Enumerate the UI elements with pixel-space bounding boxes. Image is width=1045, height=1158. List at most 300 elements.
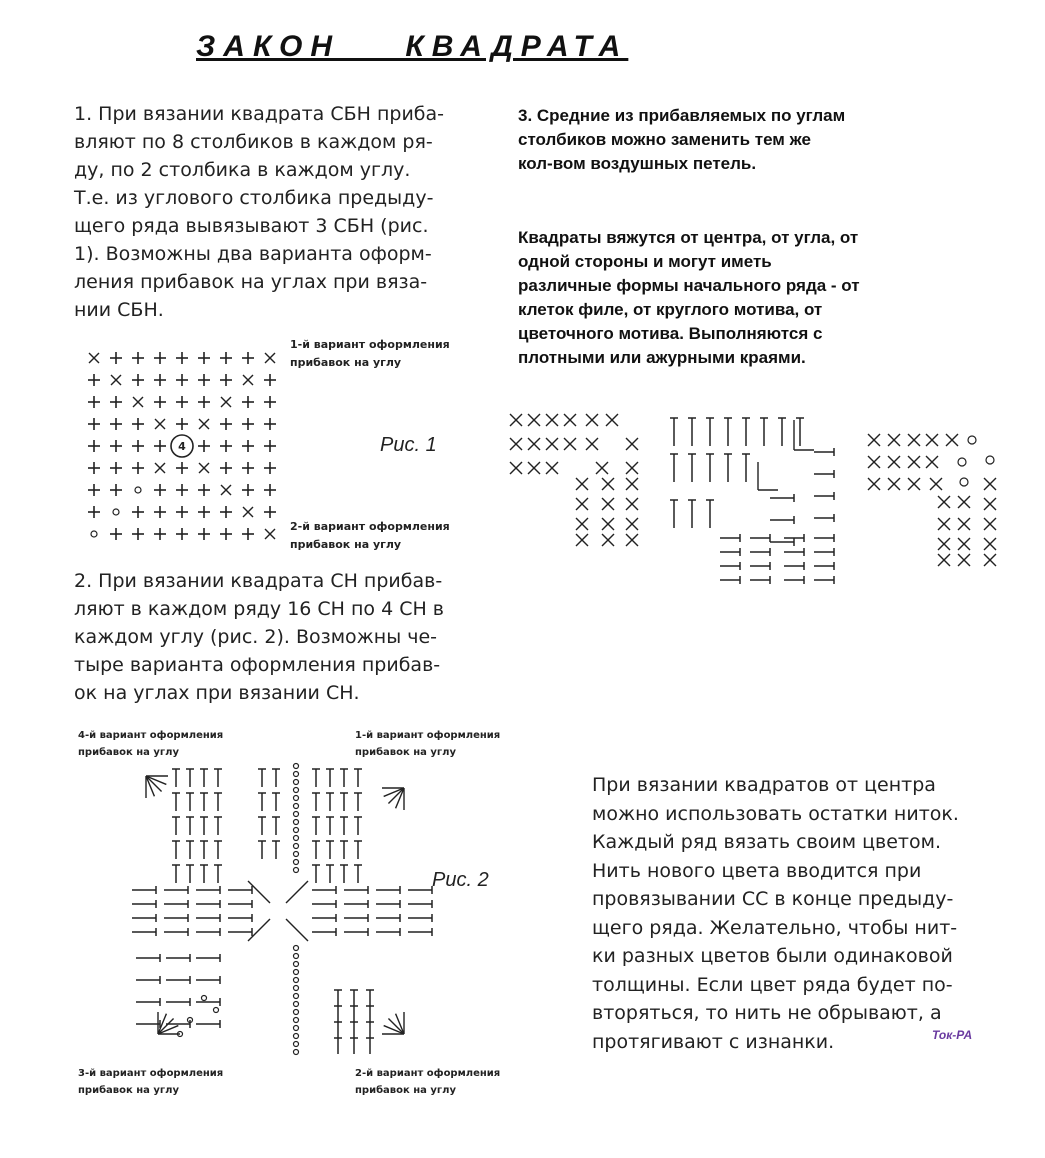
double-crochet-symbol: [326, 793, 334, 811]
double-crochet-symbol: [750, 562, 770, 570]
double-crochet-symbol: [720, 548, 740, 556]
double-crochet-symbol: [344, 886, 368, 894]
center-number: 4: [178, 440, 186, 453]
single-crochet-symbol: [198, 352, 210, 364]
double-crochet-symbol: [136, 998, 160, 1006]
increase-crochet-symbol: [938, 538, 950, 550]
double-crochet-symbol: [272, 769, 280, 787]
chain-stitch-symbol: [294, 860, 299, 865]
figure-1-caption-bottom: 2-й вариант оформления прибавок на углу: [290, 520, 450, 551]
double-crochet-symbol: [172, 769, 180, 787]
single-crochet-symbol: [154, 396, 166, 408]
chain-stitch-symbol: [294, 1026, 299, 1031]
double-crochet-symbol: [312, 886, 336, 894]
increase-crochet-symbol: [243, 507, 253, 517]
increase-crochet-symbol: [908, 478, 920, 490]
increase-crochet-symbol: [958, 554, 970, 566]
increase-crochet-symbol: [888, 478, 900, 490]
chain-stitch-symbol: [294, 1042, 299, 1047]
increase-crochet-symbol: [576, 534, 588, 546]
single-crochet-symbol: [132, 418, 144, 430]
double-crochet-symbol: [214, 793, 222, 811]
single-crochet-symbol: [110, 352, 122, 364]
chain-stitch-symbol: [294, 994, 299, 999]
increase-crochet-symbol: [586, 438, 598, 450]
double-crochet-symbol: [200, 769, 208, 787]
chain-stitch-symbol: [294, 836, 299, 841]
figure-2-label: Рис. 2: [432, 869, 489, 891]
increase-crochet-symbol: [510, 462, 522, 474]
single-crochet-symbol: [242, 462, 254, 474]
single-crochet-symbol: [110, 440, 122, 452]
increase-crochet-symbol: [626, 478, 638, 490]
double-crochet-symbol: [326, 865, 334, 883]
double-crochet-symbol: [214, 865, 222, 883]
double-crochet-symbol: [334, 1038, 342, 1054]
text-line: 1. При вязании квадрата СБН приба-: [74, 103, 445, 125]
increase-crochet-symbol: [564, 414, 576, 426]
double-crochet-symbol: [742, 418, 750, 446]
chain-stitch-symbol: [214, 1008, 219, 1013]
double-crochet-symbol: [164, 928, 188, 936]
double-crochet-symbol: [200, 817, 208, 835]
figure-1-label: Рис. 1: [380, 434, 437, 456]
increase-crochet-symbol: [908, 456, 920, 468]
increase-crochet-symbol: [528, 438, 540, 450]
chain-stitch-symbol: [113, 509, 119, 515]
single-crochet-symbol: [176, 396, 188, 408]
double-crochet-symbol: [796, 418, 804, 446]
double-crochet-symbol: [186, 841, 194, 859]
double-crochet-symbol: [408, 914, 432, 922]
figure-2-caption-bottom-left: 3-й вариант оформления прибавок на углу: [78, 1068, 224, 1096]
double-crochet-symbol: [706, 500, 714, 528]
corner-fan-stitch: [388, 788, 404, 804]
chain-stitch-symbol: [294, 1010, 299, 1015]
single-crochet-symbol: [88, 440, 100, 452]
double-crochet-symbol: [200, 793, 208, 811]
double-crochet-symbol: [228, 886, 252, 894]
single-crochet-symbol: [132, 462, 144, 474]
double-crochet-symbol: [228, 928, 252, 936]
increase-crochet-symbol: [111, 375, 121, 385]
double-crochet-symbol: [258, 793, 266, 811]
single-crochet-symbol: [220, 462, 232, 474]
double-crochet-symbol: [354, 769, 362, 787]
double-crochet-symbol: [196, 998, 220, 1006]
increase-crochet-symbol: [546, 438, 558, 450]
increase-crochet-symbol: [946, 434, 958, 446]
increase-crochet-symbol: [586, 414, 598, 426]
single-crochet-symbol: [88, 484, 100, 496]
increase-crochet-symbol: [510, 438, 522, 450]
corner-diagonal: [286, 919, 308, 941]
double-crochet-symbol: [340, 793, 348, 811]
double-crochet-symbol: [258, 841, 266, 859]
double-crochet-symbol: [136, 954, 160, 962]
double-crochet-symbol: [164, 900, 188, 908]
text-line: протягивают с изнанки.: [592, 1030, 835, 1053]
corner-diagonal: [286, 881, 308, 903]
text-line: 1). Возможны два варианта оформ-: [74, 243, 432, 265]
double-crochet-symbol: [334, 1006, 342, 1022]
increase-crochet-symbol: [958, 496, 970, 508]
single-crochet-symbol: [176, 528, 188, 540]
increase-crochet-symbol: [926, 434, 938, 446]
double-crochet-symbol: [172, 817, 180, 835]
single-crochet-symbol: [220, 352, 232, 364]
author-signature: Ток-РА: [932, 1028, 973, 1042]
chain-stitch-symbol: [294, 978, 299, 983]
double-crochet-symbol: [344, 900, 368, 908]
text-line: Нить нового цвета вводится при: [592, 859, 922, 882]
double-crochet-symbol: [196, 1020, 220, 1028]
single-crochet-symbol: [176, 418, 188, 430]
page-title: ЗАКОН КВАДРАТА: [196, 30, 629, 63]
double-crochet-symbol: [344, 928, 368, 936]
double-crochet-symbol: [720, 576, 740, 584]
chain-stitch-symbol: [294, 1050, 299, 1055]
double-crochet-symbol: [258, 769, 266, 787]
figure-2-caption-top-left: 4-й вариант оформления прибавок на углу: [78, 730, 224, 758]
increase-crochet-symbol: [606, 414, 618, 426]
double-crochet-symbol: [408, 886, 432, 894]
increase-crochet-symbol: [626, 438, 638, 450]
double-crochet-symbol: [186, 817, 194, 835]
chain-stitch-symbol: [986, 456, 994, 464]
double-crochet-symbol: [172, 865, 180, 883]
single-crochet-symbol: [176, 484, 188, 496]
chain-stitch-symbol: [294, 970, 299, 975]
double-crochet-symbol: [350, 1038, 358, 1054]
double-crochet-symbol: [312, 900, 336, 908]
double-crochet-symbol: [186, 793, 194, 811]
double-crochet-symbol: [376, 900, 400, 908]
text-line: При вязании квадратов от центра: [592, 774, 936, 796]
corner-fan-stitch: [388, 1018, 404, 1034]
double-crochet-symbol: [200, 865, 208, 883]
double-crochet-symbol: [350, 1006, 358, 1022]
increase-crochet-symbol: [984, 518, 996, 530]
double-crochet-symbol: [196, 976, 220, 984]
increase-crochet-symbol: [546, 462, 558, 474]
increase-crochet-symbol: [576, 478, 588, 490]
double-crochet-symbol: [814, 492, 834, 500]
single-crochet-symbol: [110, 484, 122, 496]
single-crochet-symbol: [132, 528, 144, 540]
double-crochet-symbol: [196, 886, 220, 894]
chain-stitch-symbol: [294, 852, 299, 857]
double-crochet-symbol: [366, 990, 374, 1006]
text-line: вляют по 8 столбиков в каждом ря-: [74, 131, 433, 153]
chain-stitch-symbol: [294, 828, 299, 833]
single-crochet-symbol: [88, 506, 100, 518]
text-line: кол-вом воздушных петель.: [518, 154, 757, 173]
section-5-text: [592, 771, 982, 1056]
chain-stitch-symbol: [294, 812, 299, 817]
double-crochet-symbol: [196, 914, 220, 922]
double-crochet-symbol: [334, 1022, 342, 1038]
increase-crochet-symbol: [265, 529, 275, 539]
double-crochet-symbol: [376, 886, 400, 894]
double-crochet-symbol: [376, 928, 400, 936]
single-crochet-symbol: [176, 462, 188, 474]
increase-crochet-symbol: [626, 462, 638, 474]
double-crochet-symbol: [312, 817, 320, 835]
increase-crochet-symbol: [984, 554, 996, 566]
increase-crochet-symbol: [984, 538, 996, 550]
double-crochet-symbol: [366, 1006, 374, 1022]
single-crochet-symbol: [110, 418, 122, 430]
single-crochet-symbol: [88, 418, 100, 430]
double-crochet-symbol: [164, 886, 188, 894]
increase-crochet-symbol: [938, 496, 950, 508]
text-line: вторяться, то нить не обрывают, а: [592, 1002, 942, 1024]
single-crochet-symbol: [242, 352, 254, 364]
increase-crochet-symbol: [602, 498, 614, 510]
double-crochet-symbol: [326, 769, 334, 787]
text-line: 3. Средние из прибавляемых по углам: [518, 106, 846, 125]
single-crochet-symbol: [264, 484, 276, 496]
text-line: плотными или ажурными краями.: [518, 348, 806, 367]
figure-2-diagram: [128, 758, 428, 1064]
text-line: каждом углу (рис. 2). Возможны че-: [74, 626, 438, 648]
corner-variant-diagram-2: [664, 410, 844, 585]
single-crochet-symbol: [154, 506, 166, 518]
figure-2-caption-bottom-right: 2-й вариант оформления прибавок на углу: [355, 1068, 501, 1096]
figure-1-diagram: [80, 344, 290, 554]
increase-crochet-symbol: [243, 375, 253, 385]
double-crochet-symbol: [136, 976, 160, 984]
increase-crochet-symbol: [626, 534, 638, 546]
double-crochet-symbol: [670, 418, 678, 446]
double-crochet-symbol: [312, 793, 320, 811]
double-crochet-symbol: [228, 914, 252, 922]
text-line: щего ряда вывязывают 3 СБН (рис.: [74, 215, 429, 237]
text-line: цветочного мотива. Выполняются с: [518, 324, 823, 343]
increase-crochet-symbol: [888, 456, 900, 468]
increase-crochet-symbol: [602, 518, 614, 530]
single-crochet-symbol: [264, 374, 276, 386]
double-crochet-symbol: [334, 990, 342, 1006]
increase-crochet-symbol: [528, 414, 540, 426]
increase-crochet-symbol: [89, 353, 99, 363]
single-crochet-symbol: [132, 352, 144, 364]
double-crochet-symbol: [312, 914, 336, 922]
increase-crochet-symbol: [868, 478, 880, 490]
single-crochet-symbol: [242, 440, 254, 452]
single-crochet-symbol: [198, 506, 210, 518]
double-crochet-symbol: [166, 998, 190, 1006]
double-crochet-symbol: [196, 954, 220, 962]
single-crochet-symbol: [176, 374, 188, 386]
single-crochet-symbol: [242, 484, 254, 496]
corner-variant-diagram-1: [508, 410, 653, 550]
single-crochet-symbol: [242, 396, 254, 408]
double-crochet-symbol: [688, 418, 696, 446]
single-crochet-symbol: [198, 374, 210, 386]
double-crochet-symbol: [196, 928, 220, 936]
double-crochet-symbol: [312, 841, 320, 859]
text-line: толщины. Если цвет ряда будет по-: [592, 973, 953, 996]
double-crochet-symbol: [166, 954, 190, 962]
double-crochet-symbol: [132, 886, 156, 894]
single-crochet-symbol: [154, 352, 166, 364]
double-crochet-symbol: [136, 1020, 160, 1028]
double-crochet-symbol: [132, 928, 156, 936]
single-crochet-symbol: [220, 418, 232, 430]
double-crochet-symbol: [326, 841, 334, 859]
double-crochet-symbol: [814, 576, 834, 584]
double-crochet-symbol: [340, 865, 348, 883]
single-crochet-symbol: [220, 506, 232, 518]
double-crochet-symbol: [172, 793, 180, 811]
single-crochet-symbol: [220, 528, 232, 540]
double-crochet-symbol: [814, 534, 834, 542]
double-crochet-symbol: [312, 928, 336, 936]
double-crochet-symbol: [366, 1038, 374, 1054]
single-crochet-symbol: [110, 528, 122, 540]
double-crochet-symbol: [670, 500, 678, 528]
increase-crochet-symbol: [926, 456, 938, 468]
chain-stitch-symbol: [294, 1034, 299, 1039]
figure-1-caption-top: 1-й вариант оформления прибавок на углу: [290, 338, 450, 369]
double-crochet-symbol: [784, 576, 804, 584]
increase-crochet-symbol: [199, 419, 209, 429]
text-line: можно использовать остатки ниток.: [592, 802, 959, 825]
double-crochet-symbol: [688, 500, 696, 528]
increase-crochet-symbol: [984, 478, 996, 490]
double-crochet-symbol: [706, 418, 714, 446]
double-crochet-symbol: [132, 900, 156, 908]
chain-stitch-symbol: [294, 844, 299, 849]
single-crochet-symbol: [242, 528, 254, 540]
single-crochet-symbol: [242, 418, 254, 430]
single-crochet-symbol: [264, 506, 276, 518]
increase-crochet-symbol: [958, 538, 970, 550]
increase-crochet-symbol: [155, 419, 165, 429]
double-crochet-symbol: [814, 562, 834, 570]
single-crochet-symbol: [154, 528, 166, 540]
double-crochet-symbol: [172, 841, 180, 859]
double-crochet-symbol: [724, 418, 732, 446]
double-crochet-symbol: [200, 841, 208, 859]
single-crochet-symbol: [110, 396, 122, 408]
single-crochet-symbol: [88, 462, 100, 474]
single-crochet-symbol: [220, 374, 232, 386]
increase-crochet-symbol: [596, 462, 608, 474]
double-crochet-symbol: [344, 914, 368, 922]
double-crochet-symbol: [132, 914, 156, 922]
increase-crochet-symbol: [265, 353, 275, 363]
single-crochet-symbol: [154, 440, 166, 452]
single-crochet-symbol: [264, 462, 276, 474]
single-crochet-symbol: [154, 484, 166, 496]
double-crochet-symbol: [186, 769, 194, 787]
text-line: ки разных цветов были одинаковой: [592, 945, 953, 967]
single-crochet-symbol: [264, 440, 276, 452]
text-line: Каждый ряд вязать своим цветом.: [592, 831, 941, 853]
double-crochet-symbol: [214, 817, 222, 835]
increase-crochet-symbol: [868, 434, 880, 446]
double-crochet-symbol: [750, 576, 770, 584]
single-crochet-symbol: [176, 352, 188, 364]
chain-stitch-symbol: [294, 796, 299, 801]
increase-crochet-symbol: [888, 434, 900, 446]
chain-stitch-symbol: [294, 780, 299, 785]
single-crochet-symbol: [198, 528, 210, 540]
text-line: клеток филе, от круглого мотива, от: [518, 300, 823, 319]
double-crochet-symbol: [350, 1022, 358, 1038]
double-crochet-symbol: [354, 793, 362, 811]
single-crochet-symbol: [264, 396, 276, 408]
section-2-text: [74, 567, 454, 707]
double-crochet-symbol: [720, 534, 740, 542]
text-line: ду, по 2 столбика в каждом углу.: [74, 159, 411, 181]
single-crochet-symbol: [132, 374, 144, 386]
single-crochet-symbol: [198, 484, 210, 496]
double-crochet-symbol: [408, 900, 432, 908]
increase-crochet-symbol: [984, 498, 996, 510]
double-crochet-symbol: [742, 454, 750, 482]
increase-crochet-symbol: [576, 518, 588, 530]
text-line: одной стороны и могут иметь: [518, 252, 772, 271]
increase-crochet-symbol: [626, 518, 638, 530]
increase-crochet-symbol: [564, 438, 576, 450]
increase-crochet-symbol: [626, 498, 638, 510]
double-crochet-symbol: [340, 769, 348, 787]
double-crochet-symbol: [272, 793, 280, 811]
text-line: Т.е. из углового столбика предыду-: [74, 187, 434, 209]
double-crochet-symbol: [354, 841, 362, 859]
single-crochet-symbol: [154, 374, 166, 386]
increase-crochet-symbol: [576, 498, 588, 510]
single-crochet-symbol: [220, 440, 232, 452]
text-line: Квадраты вяжутся от центра, от угла, от: [518, 228, 859, 247]
single-crochet-symbol: [132, 440, 144, 452]
double-crochet-symbol: [688, 454, 696, 482]
double-crochet-symbol: [814, 548, 834, 556]
chain-stitch-symbol: [294, 946, 299, 951]
double-crochet-symbol: [350, 990, 358, 1006]
text-line: тыре варианта оформления прибав-: [74, 654, 441, 676]
double-crochet-symbol: [214, 769, 222, 787]
increase-crochet-symbol: [199, 463, 209, 473]
chain-stitch-symbol: [294, 868, 299, 873]
double-crochet-symbol: [340, 817, 348, 835]
chain-stitch-symbol: [294, 986, 299, 991]
chain-stitch-symbol: [958, 458, 966, 466]
single-crochet-symbol: [88, 396, 100, 408]
chain-stitch-symbol: [294, 788, 299, 793]
increase-crochet-symbol: [155, 463, 165, 473]
double-crochet-symbol: [228, 900, 252, 908]
double-crochet-symbol: [770, 494, 794, 502]
increase-crochet-symbol: [528, 462, 540, 474]
chain-stitch-symbol: [294, 804, 299, 809]
single-crochet-symbol: [132, 506, 144, 518]
double-crochet-symbol: [166, 1020, 190, 1028]
section-3-text: [518, 104, 938, 176]
corner-fan-stitch: [146, 776, 162, 792]
single-crochet-symbol: [88, 374, 100, 386]
chain-stitch-symbol: [294, 954, 299, 959]
increase-crochet-symbol: [958, 518, 970, 530]
section-1-text: [74, 100, 454, 324]
increase-crochet-symbol: [908, 434, 920, 446]
text-line: 2. При вязании квадрата СН прибав-: [74, 570, 443, 592]
double-crochet-symbol: [326, 817, 334, 835]
